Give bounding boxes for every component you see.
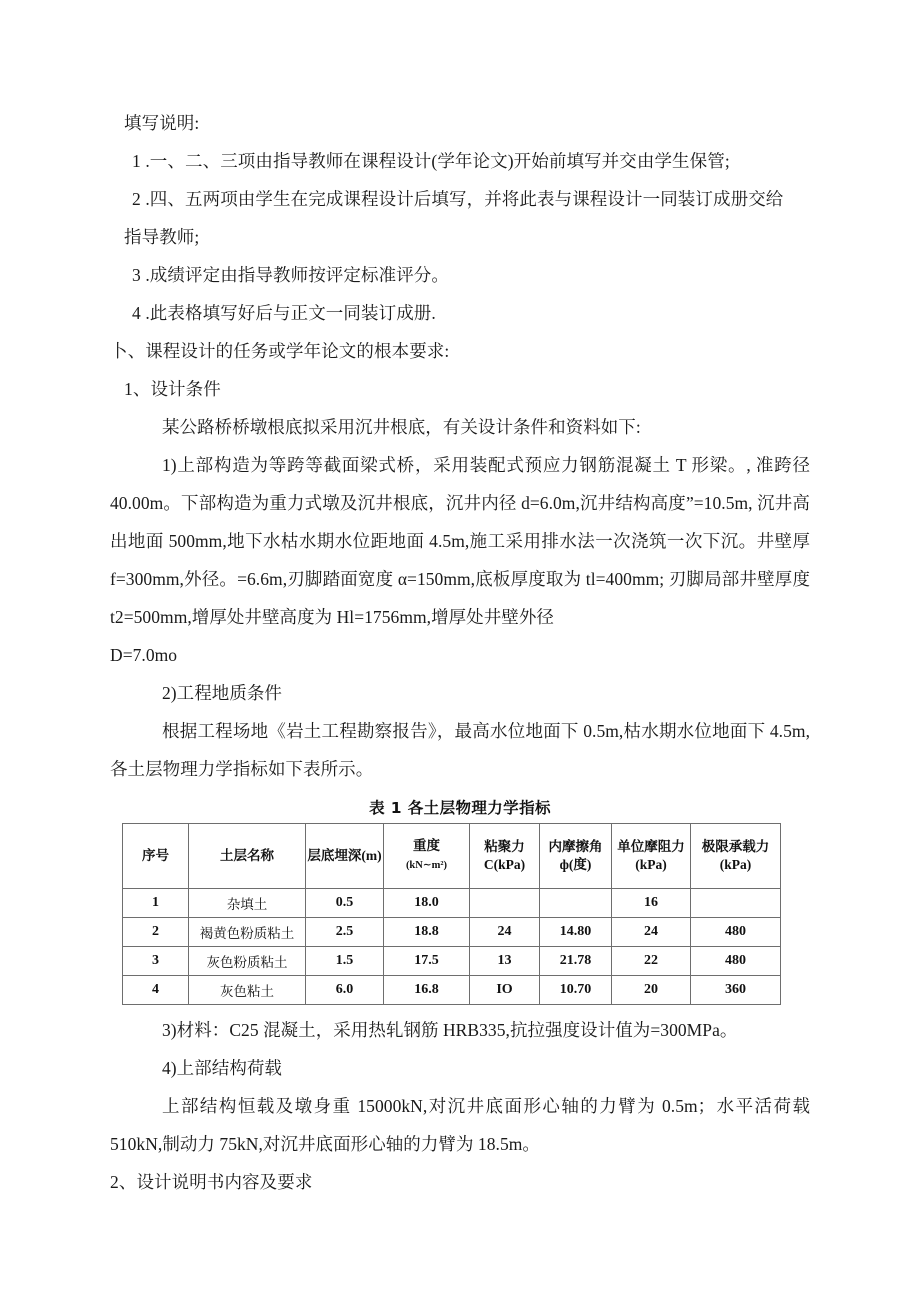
column-header-depth-line1: 层底埋深(m) <box>307 848 382 863</box>
column-header-unit-weight <box>384 824 470 889</box>
cell-cohesion: 13 <box>470 947 540 976</box>
cell-index: 2 <box>123 918 189 947</box>
cell-cohesion <box>470 889 540 918</box>
design-item-1-tail: D=7.0mo <box>110 645 178 665</box>
design-item-3-paragraph: 3)材料：C25 混凝土，采用热轧钢筋 HRB335,抗拉强度设计值为=300MPa。 <box>162 1020 738 1040</box>
cell-index: 3 <box>123 947 189 976</box>
cell-soil-name: 灰色粘土 <box>189 976 306 1005</box>
cell-unit-friction: 24 <box>612 918 691 947</box>
sub-heading-design-report: 2、设计说明书内容及要求 <box>110 1172 313 1192</box>
cell-depth: 0.5 <box>306 889 384 918</box>
cell-bearing-capacity: 480 <box>691 947 781 976</box>
notes-heading: 填写说明: <box>124 113 200 133</box>
cell-cohesion: 24 <box>470 918 540 947</box>
note-item-1: 1 .一、二、三项由指导教师在课程设计(学年论文)开始前填写并交由学生保管; <box>132 151 730 171</box>
cell-friction-angle <box>540 889 612 918</box>
cell-friction-angle: 21.78 <box>540 947 612 976</box>
design-item-2-heading: 2)工程地质条件 <box>162 683 282 703</box>
column-header-friction-angle-line2: ф(度) <box>559 857 592 872</box>
note-item-4: 4 .此表格填写好后与正文一同装订成册. <box>132 303 436 323</box>
column-header-bearing-capacity <box>691 824 781 889</box>
design-item-4-paragraph: 上部结构恒载及墩身重 15000kN,对沉井底面形心轴的力臂为 0.5m；水平活荷载 510kN,制动力 75kN,对沉井底面形心轴的力臂为 18.5m。 <box>110 1096 810 1154</box>
cell-soil-name: 褐黄色粉质粘土 <box>189 918 306 947</box>
column-header-friction-angle <box>540 824 612 889</box>
cell-bearing-capacity: 480 <box>691 918 781 947</box>
section-heading: 卜、课程设计的任务或学年论文的根本要求: <box>110 341 450 361</box>
column-header-friction-angle-line1: 内摩擦角 <box>548 839 603 854</box>
cell-unit-weight: 18.8 <box>384 918 470 947</box>
cell-depth: 6.0 <box>306 976 384 1005</box>
design-intro-paragraph: 某公路桥桥墩根底拟采用沉井根底，有关设计条件和资料如下: <box>162 417 641 437</box>
cell-friction-angle: 10.70 <box>540 976 612 1005</box>
table-row <box>123 976 781 1005</box>
column-header-bearing-capacity-line1: 极限承载力(kPa) <box>701 839 770 872</box>
cell-cohesion: IO <box>470 976 540 1005</box>
column-header-cohesion-line2: C(kPa) <box>483 857 526 872</box>
note-item-2: 2 .四、五两项由学生在完成课程设计后填写，并将此表与课程设计一同装订成册交给 <box>132 189 784 209</box>
cell-soil-name: 灰色粉质粘土 <box>189 947 306 976</box>
column-header-unit-weight-line2: (kN∼m²) <box>405 860 448 871</box>
table-row <box>123 947 781 976</box>
cell-bearing-capacity <box>691 889 781 918</box>
column-header-soil-name <box>189 824 306 889</box>
column-header-unit-friction-line1: 单位摩阻力 <box>617 839 685 854</box>
cell-friction-angle: 14.80 <box>540 918 612 947</box>
cell-soil-name: 杂填土 <box>189 889 306 918</box>
column-header-cohesion-line1: 粘聚力 <box>484 839 525 854</box>
cell-depth: 2.5 <box>306 918 384 947</box>
table-row <box>123 918 781 947</box>
cell-unit-friction: 20 <box>612 976 691 1005</box>
column-header-soil-name-line1: 土层名称 <box>220 848 274 863</box>
sub-heading-design-conditions: 1、设计条件 <box>124 379 221 399</box>
design-item-4-heading: 4)上部结构荷载 <box>162 1058 282 1078</box>
note-item-3: 3 .成绩评定由指导教师按评定标准评分。 <box>132 265 449 285</box>
soil-parameters-table <box>122 823 781 1005</box>
cell-depth: 1.5 <box>306 947 384 976</box>
cell-index: 4 <box>123 976 189 1005</box>
column-header-unit-weight-line1: 重度 <box>413 838 440 853</box>
cell-unit-friction: 16 <box>612 889 691 918</box>
note-item-2-cont: 指导教师; <box>124 227 200 247</box>
cell-index: 1 <box>123 889 189 918</box>
cell-unit-friction: 22 <box>612 947 691 976</box>
table-row <box>123 889 781 918</box>
design-item-1-paragraph: 1)上部构造为等跨等截面梁式桥，采用装配式预应力钢筋混凝土 T 形梁。, 准跨径 40.00m。下部构造为重力式墩及沉井根底，沉井内径 d=6.0m,沉井结构高度”=10.5m, 沉井高出地面 500mm,地下水枯水期水位距地面 4.5m,施工采用排水法一次浇筑一次下沉。井壁厚 f=300mm,外径。=6.6m,刃脚踏面宽度 α=150mm,底板厚度取为 tl=400mm; 刃脚局部井壁厚度 t2=500mm,增厚处井壁高度为 Hl=1756mm,增厚处井壁外径 <box>110 455 810 627</box>
table-header-row <box>123 824 781 889</box>
table-caption: 表 1 各土层物理力学指标 <box>369 799 551 817</box>
column-header-index <box>123 824 189 889</box>
design-item-2-paragraph: 根据工程场地《岩土工程勘察报告》，最高水位地面下 0.5m,枯水期水位地面下 4.5m,各土层物理力学指标如下表所示。 <box>110 721 810 779</box>
column-header-cohesion <box>470 824 540 889</box>
column-header-unit-friction-line2: (kPa) <box>635 857 667 872</box>
column-header-depth <box>306 824 384 889</box>
column-header-unit-friction <box>612 824 691 889</box>
cell-bearing-capacity: 360 <box>691 976 781 1005</box>
column-header-index-line1: 序号 <box>142 848 169 863</box>
cell-unit-weight: 18.0 <box>384 889 470 918</box>
cell-unit-weight: 17.5 <box>384 947 470 976</box>
cell-unit-weight: 16.8 <box>384 976 470 1005</box>
